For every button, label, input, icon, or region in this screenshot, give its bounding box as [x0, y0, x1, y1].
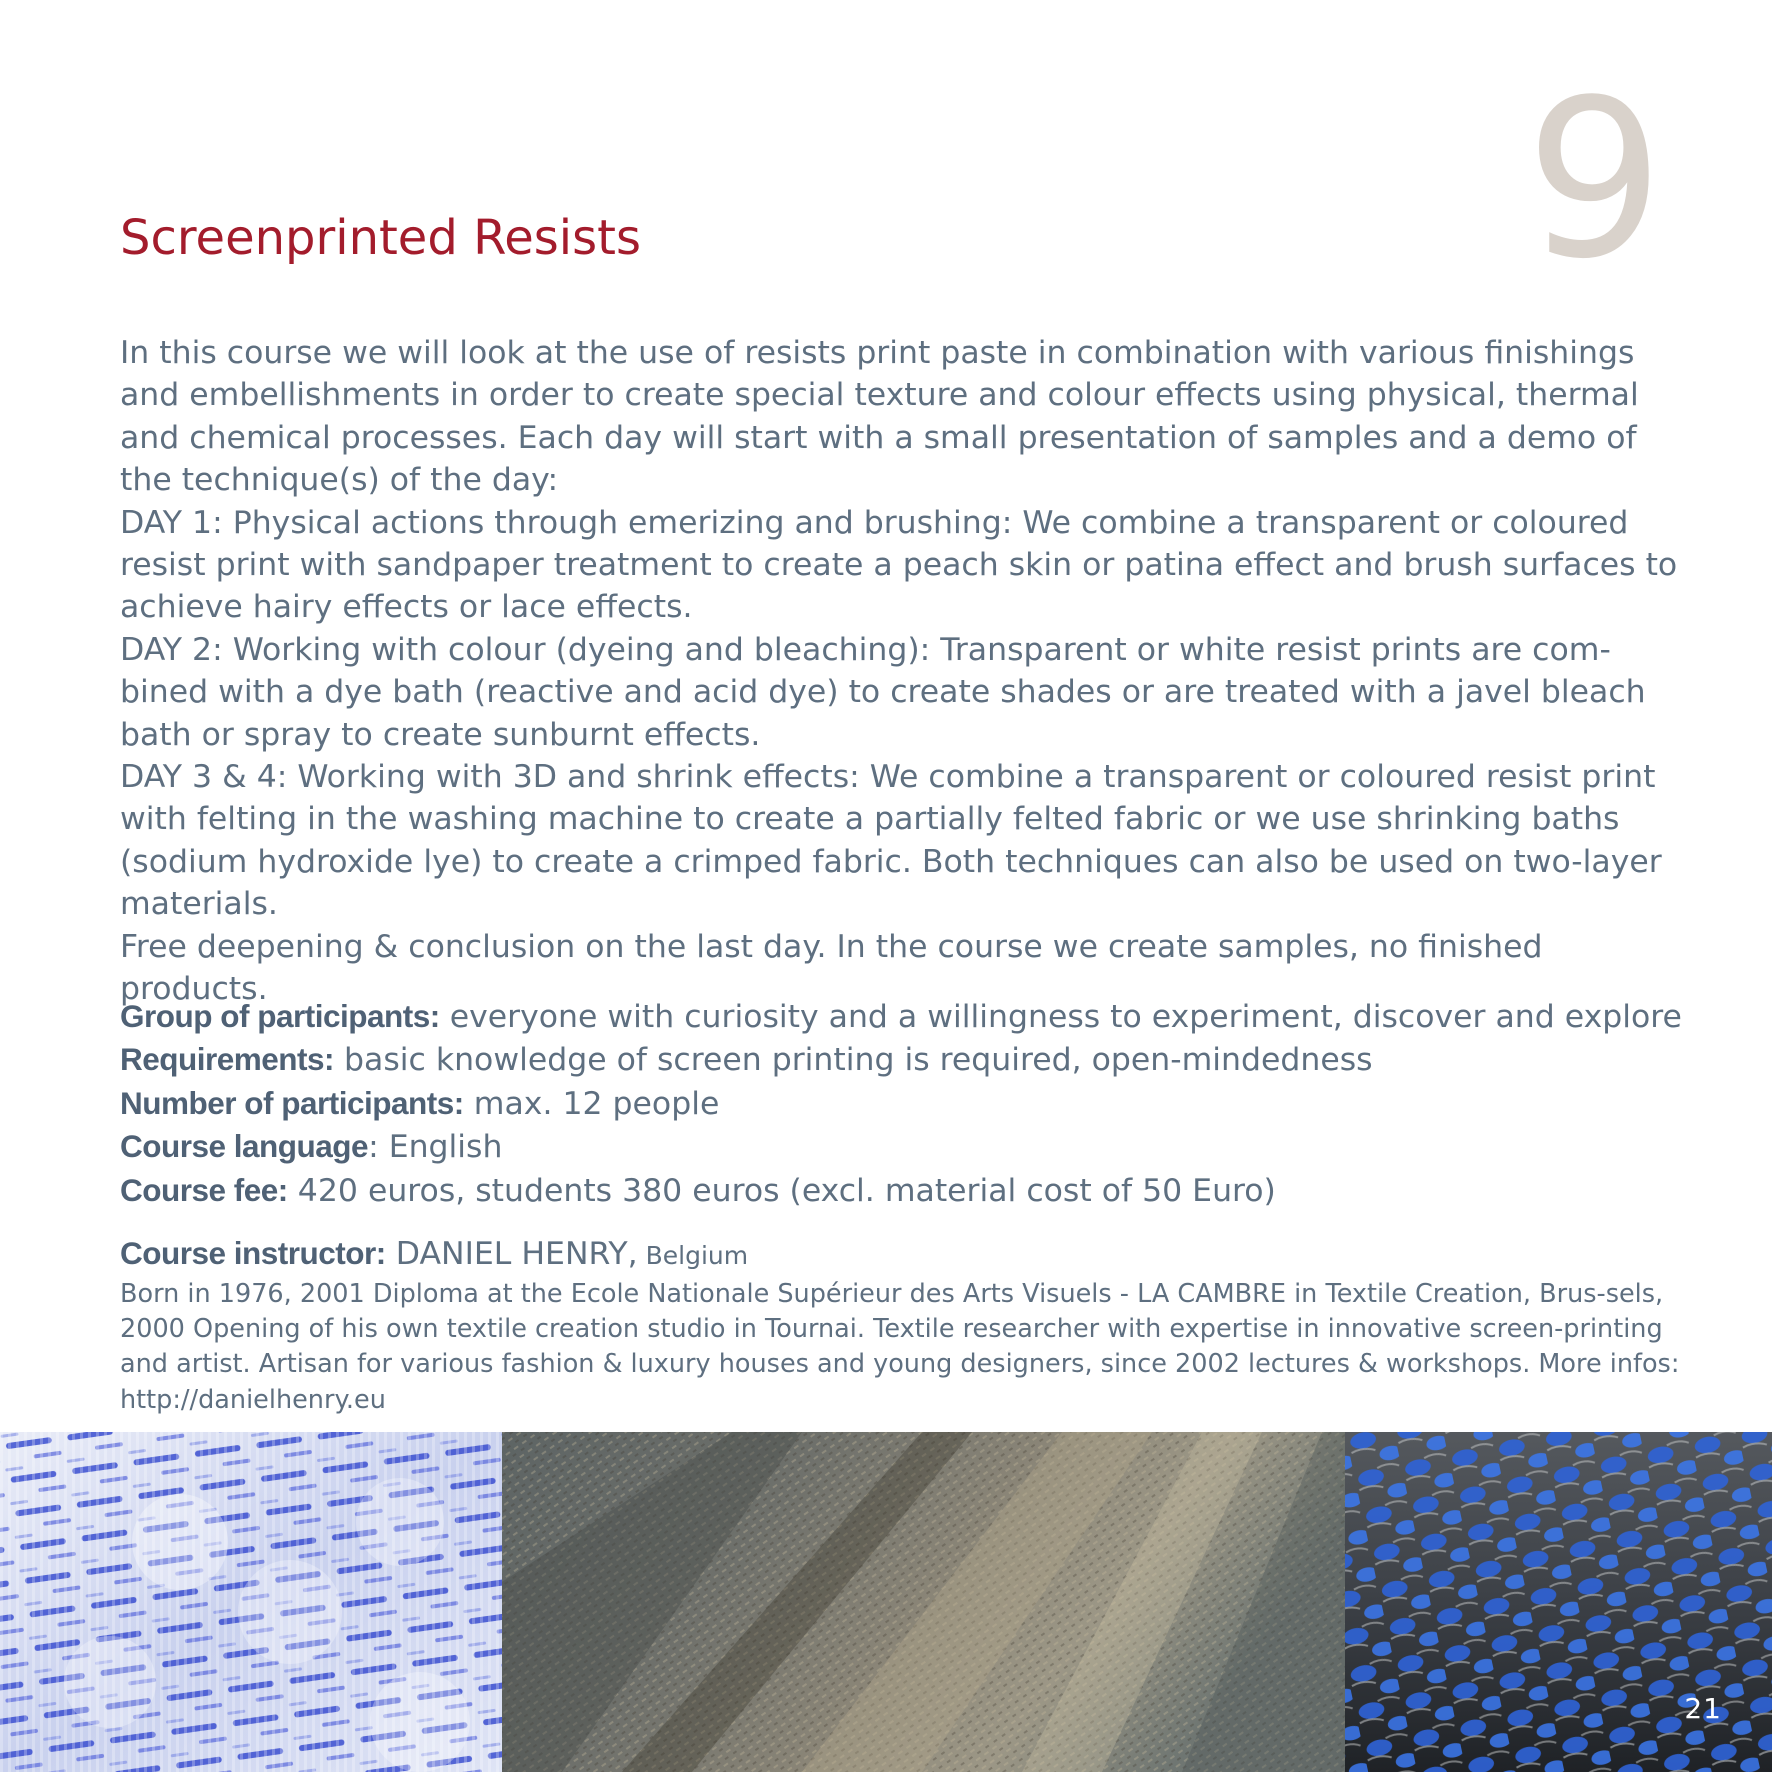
- detail-fee-value: 420 euros, students 380 euros (excl. material cost of 50 Euro): [287, 1172, 1276, 1209]
- instructor-name: DANIEL HENRY,: [385, 1236, 638, 1272]
- detail-group-label: Group of participants:: [120, 998, 440, 1034]
- photo-gray-textured-fabric: [502, 1432, 1345, 1772]
- page-number: 21: [1684, 1692, 1722, 1725]
- detail-number-label: Number of participants:: [120, 1084, 464, 1121]
- photo-strip: [0, 1432, 1772, 1772]
- detail-requirements: [120, 1038, 1680, 1081]
- description-day-2: DAY 2: Working with colour (dyeing and bleaching): Transparent or white resist prints are com-bined with a dye bath (reactive and acid dye) to create shades or are treated with a javel bleach bath or spray to create sunburnt effects.: [120, 631, 1646, 753]
- detail-fee-label: Course fee:: [120, 1171, 288, 1208]
- detail-language-value: : English: [368, 1129, 503, 1166]
- description-intro: In this course we will look at the use of resists print paste in combination with various finishings and embellishments in order to create special texture and colour effects using physical, thermal and chemical processes. Each day will start with a small presentation of samples and a demo of the technique(s) of the day:: [120, 335, 1639, 499]
- detail-fee: [120, 1169, 1680, 1212]
- instructor-section: [120, 1232, 1680, 1418]
- course-description: [120, 332, 1680, 1011]
- course-details: [120, 995, 1680, 1212]
- detail-requirements-value: basic knowledge of screen printing is required, open-mindedness: [334, 1042, 1373, 1079]
- photo-blue-resist-fabric: [0, 1432, 502, 1772]
- description-day-1: DAY 1: Physical actions through emerizing and brushing: We combine a transparent or coloured resist print with sandpaper treatment to create a peach skin or patina effect and brush surfaces to achieve hairy effects or lace effects.: [120, 504, 1678, 626]
- detail-number-value: max. 12 people: [463, 1085, 720, 1122]
- detail-requirements-label: Requirements:: [120, 1041, 335, 1078]
- detail-group: [120, 995, 1680, 1038]
- course-number: 9: [1525, 54, 1664, 307]
- detail-language: [120, 1125, 1680, 1168]
- description-day-3-4: DAY 3 & 4: Working with 3D and shrink effects: We combine a transparent or coloured resist print with felting in the washing machine to create a partially felted fabric or we use shrinking baths (sodium hydroxide lye) to create a crimped fabric. Both techniques can also be used on two-layer materials.: [120, 759, 1662, 923]
- detail-group-value: everyone with curiosity and a willingness to experiment, discover and explore: [439, 999, 1682, 1035]
- description-conclusion: Free deepening & conclusion on the last day. In the course we create samples, no finished products.: [120, 928, 1543, 1008]
- detail-number: [120, 1082, 1680, 1125]
- course-title: Screenprinted Resists: [120, 210, 641, 266]
- detail-language-label: Course language: [120, 1128, 369, 1165]
- instructor-heading: [120, 1232, 1680, 1277]
- instructor-bio: Born in 1976, 2001 Diploma at the Ecole Nationale Supérieur des Arts Visuels - LA CAMBRE in Textile Creation, Brus-sels, 2000 Opening of his own textile creation studio in Tournai. Textile researcher with expertise in innovative screen-printing and artist. Artisan for various fashion & luxury houses and young designers, since 2002 lectures & workshops. More infos: http://danielhenry.eu: [120, 1279, 1680, 1415]
- instructor-label: Course instructor:: [120, 1235, 386, 1271]
- instructor-country: Belgium: [637, 1241, 749, 1270]
